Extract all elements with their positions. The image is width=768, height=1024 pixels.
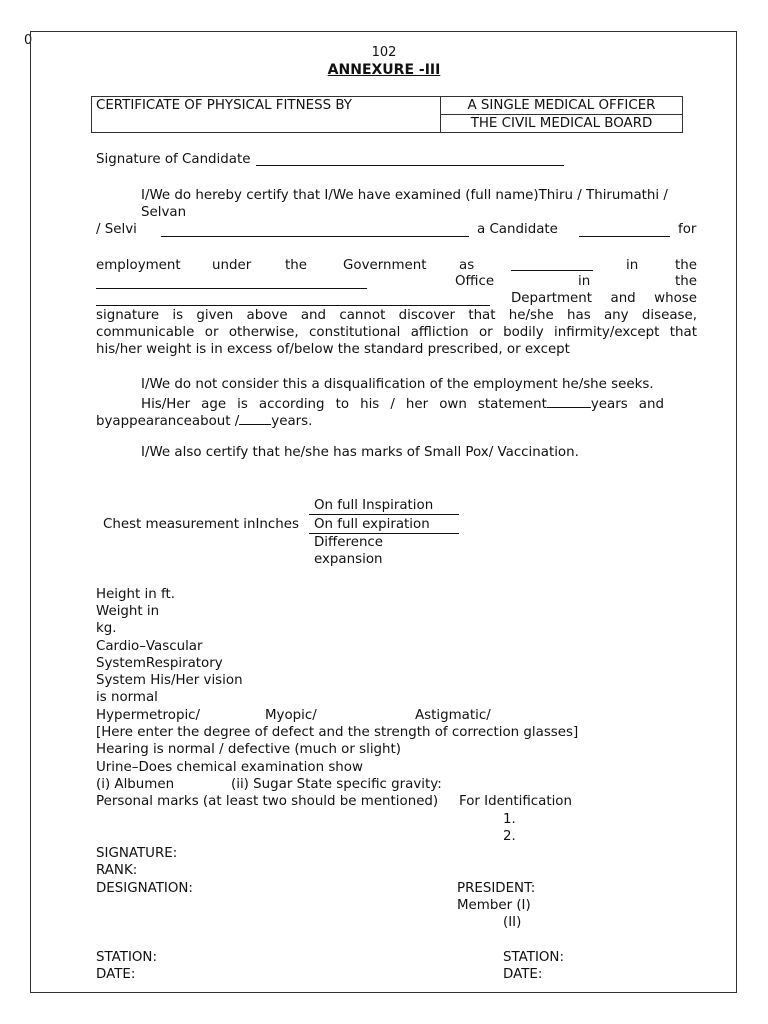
certify-line-weight: his/her weight is in excess of/below the standard prescribed, or except xyxy=(96,342,570,357)
vision-normal: is normal xyxy=(96,690,158,705)
date-left-label: DATE: xyxy=(96,967,136,982)
weight-label: Weight in xyxy=(96,604,160,619)
age-statement-line-2: byappearanceabout / years. xyxy=(96,410,312,430)
identification-mark-1: 1. xyxy=(503,812,516,827)
corner-mark: 0 xyxy=(24,33,33,48)
disqualification-statement: I/We do not consider this a disqualification of the employment he/she seeks. xyxy=(141,377,654,392)
age-years-blank xyxy=(547,393,591,408)
certify-line-1: I/We do hereby certify that I/We have examined (full name)Thiru / Thirumathi / xyxy=(141,188,668,203)
astigmatic-label: Astigmatic/ xyxy=(415,708,491,723)
candidate-line xyxy=(579,236,670,237)
certify-in: in xyxy=(626,258,639,273)
signature-of-candidate-label: Signature of Candidate xyxy=(96,152,251,167)
rank-field-label: RANK: xyxy=(96,863,138,878)
signature-line xyxy=(256,165,564,166)
certify-under: under xyxy=(212,258,252,273)
certify-selvi: / Selvi xyxy=(96,222,137,237)
station-right-label: STATION: xyxy=(503,950,564,965)
vision-label: System His/Her vision xyxy=(96,673,243,688)
certify-employment: employment xyxy=(96,258,181,273)
certify-line-communicable: communicable or otherwise, constitutional affliction or bodily infirmity/except that xyxy=(96,325,697,340)
certificate-box-single-officer: A SINGLE MEDICAL OFFICER xyxy=(441,97,683,115)
chest-measurement-label: Chest measurement inInches xyxy=(103,517,299,532)
height-label: Height in ft. xyxy=(96,587,175,602)
certify-a-candidate: a Candidate xyxy=(477,222,558,237)
certificate-box-left: CERTIFICATE OF PHYSICAL FITNESS BY xyxy=(92,97,441,133)
member-ii-label: (II) xyxy=(503,915,522,930)
office-line xyxy=(96,288,367,289)
chest-expansion: expansion xyxy=(314,552,383,567)
member-i-label: Member (I) xyxy=(457,898,531,913)
identification-mark-2: 2. xyxy=(503,829,516,844)
age-statement-line-1: His/Her age is according to his / her own statement years and xyxy=(141,393,664,413)
president-field-label: PRESIDENT: xyxy=(457,881,536,896)
appearance-years-blank xyxy=(239,410,271,425)
designation-field-label: DESIGNATION: xyxy=(96,881,193,896)
date-right-label: DATE: xyxy=(503,967,543,982)
respiratory-label: SystemRespiratory xyxy=(96,656,223,671)
certificate-box-civil-board: THE CIVIL MEDICAL BOARD xyxy=(441,115,683,133)
albumen-label: (i) Albumen xyxy=(96,777,175,792)
full-name-line xyxy=(161,236,469,237)
certify-department: Department and whose xyxy=(511,291,697,306)
myopic-label: Myopic/ xyxy=(265,708,317,723)
certify-line-1b: Selvan xyxy=(141,205,187,220)
chest-difference: Difference xyxy=(314,535,384,550)
personal-marks-label: Personal marks (at least two should be mentioned) xyxy=(96,794,439,809)
chest-expiration: On full expiration xyxy=(314,517,430,532)
page-number: 102 xyxy=(371,45,397,60)
hypermetropic-label: Hypermetropic/ xyxy=(96,708,201,723)
certify-office-the: the xyxy=(675,274,697,289)
chest-inspiration-line xyxy=(309,514,459,515)
certify-office: Office xyxy=(455,274,495,289)
certificate-box xyxy=(91,96,683,133)
certify-office-in: in xyxy=(578,274,591,289)
page-title: ANNEXURE -III xyxy=(327,62,441,78)
urine-label: Urine–Does chemical examination show xyxy=(96,760,363,775)
certify-line-signature: signature is given above and cannot discover that he/she has any disease, xyxy=(96,308,697,323)
certify-government: Government xyxy=(343,258,427,273)
department-line xyxy=(96,305,490,306)
weight-unit: kg. xyxy=(96,621,117,636)
for-identification-label: For Identification xyxy=(459,794,572,809)
sugar-label: (ii) Sugar State specific gravity: xyxy=(231,777,442,792)
cardio-vascular-label: Cardio–Vascular xyxy=(96,639,203,654)
certify-the: the xyxy=(285,258,307,273)
small-pox-statement: I/We also certify that he/she has marks of Small Pox/ Vaccination. xyxy=(141,445,579,460)
certify-the-2: the xyxy=(675,258,697,273)
hearing-label: Hearing is normal / defective (much or slight) xyxy=(96,742,402,757)
chest-inspiration: On full Inspiration xyxy=(314,498,434,513)
correction-glasses-note: [Here enter the degree of defect and the strength of correction glasses] xyxy=(96,725,579,740)
post-line xyxy=(511,270,593,271)
station-left-label: STATION: xyxy=(96,950,157,965)
certify-as: as xyxy=(459,258,475,273)
certify-for: for xyxy=(678,222,697,237)
signature-field-label: SIGNATURE: xyxy=(96,846,178,861)
